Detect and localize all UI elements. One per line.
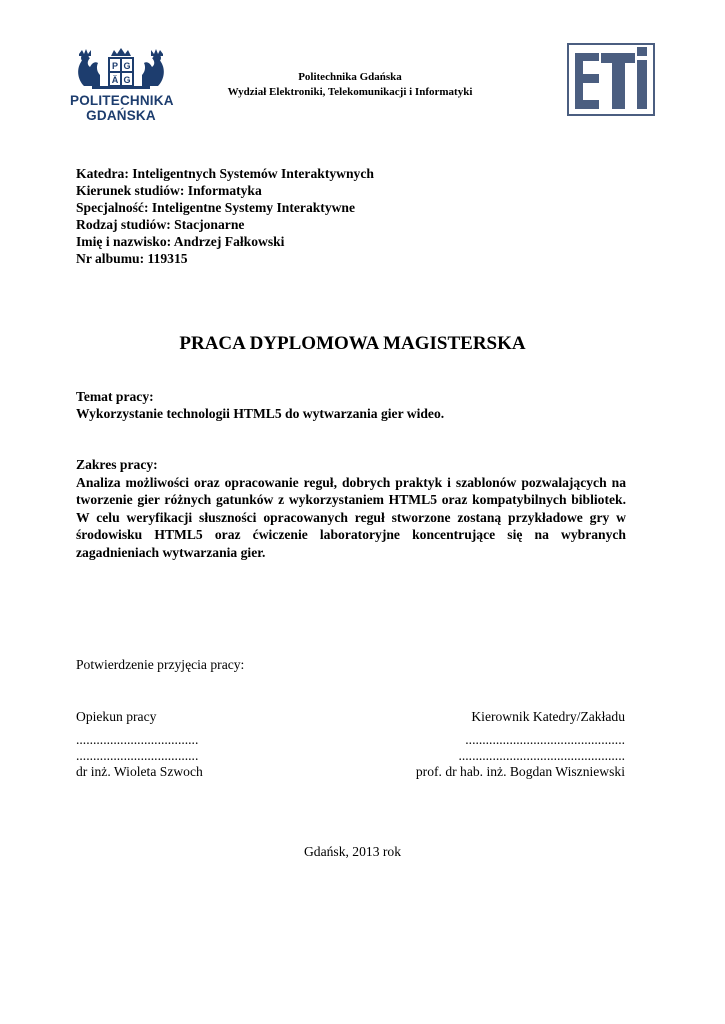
svg-text:Ä: Ä (111, 75, 119, 85)
university-name: Politechnika Gdańska (298, 71, 402, 83)
department-line: Katedra: Inteligentnych Systemów Interaktywnych (76, 166, 374, 181)
supervisor-signature-line: .................................... (76, 732, 199, 747)
logo-text-line1: POLITECHNIKA (70, 93, 174, 108)
scope-text: Analiza możliwości oraz opracowanie reguł, dobrych praktyk i szablonów pozwalających na tworzenie gier różnych gatunków z wykorzystaniem HTML5 oraz kompatybilnych bibliotek. W celu weryfikacji słuszności opracowanych reguł stworzone zostaną przykładowe gry w środowisku HTML5 oraz ćwiczenie laboratoryjne koncentrujące się na wybranych zagadnieniach wytwarzania gier. (76, 474, 626, 560)
svg-text:G: G (123, 61, 131, 71)
head-name: prof. dr hab. inż. Bogdan Wiszniewski (415, 764, 625, 779)
student-info (76, 165, 374, 267)
supervisor-role: Opiekun pracy (76, 709, 157, 724)
specialization-line: Specjalność: Inteligentne Systemy Interaktywne (76, 200, 356, 215)
eti-logo-icon (567, 43, 655, 116)
logo-text-line2: GDAŃSKA (86, 108, 156, 123)
head-signature-line: ............................................... (465, 732, 625, 747)
university-crest-icon (70, 46, 172, 92)
field-of-study-line: Kierunek studiów: Informatyka (76, 183, 262, 198)
document-header (200, 70, 500, 100)
faculty-logo (567, 43, 655, 116)
supervisor-name: dr inż. Wioleta Szwoch (76, 764, 203, 779)
thesis-type-title: PRACA DYPLOMOWA MAGISTERSKA (179, 333, 526, 354)
svg-text:G: G (123, 75, 131, 85)
svg-text:P: P (111, 61, 119, 71)
place-and-date: Gdańsk, 2013 rok (303, 844, 402, 859)
head-role: Kierownik Katedry/Zakładu (471, 709, 625, 724)
topic-text: Wykorzystanie technologii HTML5 do wytwarzania gier wideo. (76, 406, 445, 421)
university-logo (70, 46, 172, 124)
album-number-line: Nr albumu: 119315 (76, 251, 188, 266)
faculty-name: Wydział Elektroniki, Telekomunikacji i Informatyki (227, 86, 473, 98)
thesis-topic (76, 388, 444, 422)
confirmation-label: Potwierdzenie przyjęcia pracy: (76, 657, 245, 672)
head-date-line: ................................................. (458, 748, 625, 763)
supervisor-signature-block (76, 709, 203, 780)
thesis-scope (76, 456, 626, 561)
study-mode-line: Rodzaj studiów: Stacjonarne (76, 217, 245, 232)
head-of-department-signature-block (416, 709, 625, 780)
scope-label: Zakres pracy: (76, 457, 158, 472)
supervisor-date-line: .................................... (76, 748, 199, 763)
student-name-line: Imię i nazwisko: Andrzej Fałkowski (76, 234, 285, 249)
topic-label: Temat pracy: (76, 389, 154, 404)
